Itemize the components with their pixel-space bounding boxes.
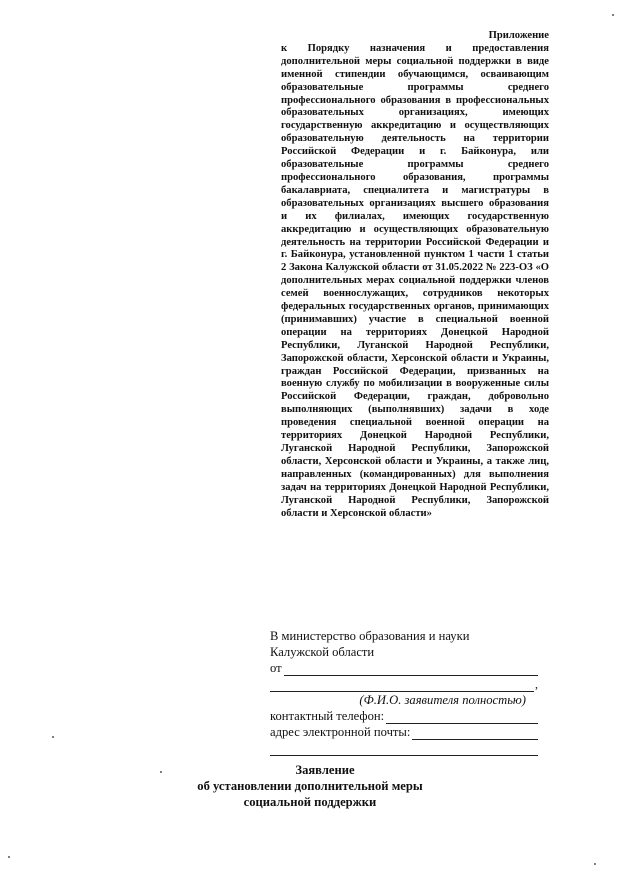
- email-row: [270, 724, 538, 740]
- scan-speck: [160, 771, 162, 773]
- statement-subtitle-line-1: об установлении дополнительной меры: [197, 779, 423, 793]
- phone-label: контактный телефон:: [270, 709, 385, 723]
- recipient-block: [270, 628, 538, 756]
- from-row: [270, 660, 538, 676]
- email-line: [412, 728, 538, 740]
- scan-speck: [594, 863, 596, 865]
- recipient-ministry: В министерство образования и науки: [270, 629, 470, 643]
- appendix-body: к Порядку назначения и предоставления дополнительной меры социальной поддержки в виде именной стипендии обучающимся, осваивающим образовательные программы среднего профессионального образования в профессиональных образовательных организациях, имеющих государственную аккредитацию и осуществляющих образовательную деятельность на территории Российской Федерации и г. Байконура, или образовательные программы среднего профессионального образования, программы бакалавриата, специалитета и магистратуры в образовательных организациях высшего образования и их филиалах, имеющих государственную аккредитацию и осуществляющих образовательную деятельность на территории Российской Федерации и г. Байконура, установленной пунктом 1 части 1 статьи 2 Закона Калужской области от 31.05.2022 № 223-ОЗ «О дополнительных мерах социальной поддержки членов семей военнослужащих, сотрудников некоторых федеральных государственных органов, принимающих (принимавших) участие в специальной военной операции на территориях Донецкой Народной Республики, Луганской Народной Республики, Запорожской области, Херсонской области и Украины, граждан Российской Федерации, призванных на военную службу по мобилизации в вооруженные силы Российской Федерации, граждан, добровольно выполняющих (выполнявших) задачи в ходе проведения специальной военной операции на территориях Донецкой Народной Республики, Луганской Народной Республики, Запорожской области, Херсонской области и Украины, а также лиц, направленных (командированных) для выполнения задач на территориях Донецкой Народной Республики, Луганской Народной Республики, Запорожской области и Херсонской области»: [281, 42, 549, 519]
- appendix-title: Приложение: [488, 30, 549, 41]
- applicant-name-hint: (Ф.И.О. заявителя полностью): [359, 693, 526, 707]
- from-name-line: [284, 664, 538, 676]
- comma-mark: ,: [535, 677, 538, 691]
- email-label: адрес электронной почты:: [270, 725, 411, 739]
- statement-subtitle-line-2: социальной поддержки: [243, 795, 377, 809]
- statement-heading: [150, 762, 470, 810]
- phone-line: [386, 712, 538, 724]
- phone-row: [270, 708, 538, 724]
- extra-line: [270, 744, 538, 756]
- statement-title: Заявление: [295, 763, 355, 777]
- appendix-block: [281, 30, 549, 520]
- scan-speck: [52, 736, 54, 738]
- name-continuation-row: [270, 676, 538, 692]
- from-label: от: [270, 661, 282, 675]
- name-continuation-line: [270, 680, 534, 692]
- recipient-region: Калужской области: [270, 645, 375, 659]
- extra-row: [270, 740, 538, 756]
- scan-speck: [8, 856, 10, 858]
- scan-speck: [612, 14, 614, 16]
